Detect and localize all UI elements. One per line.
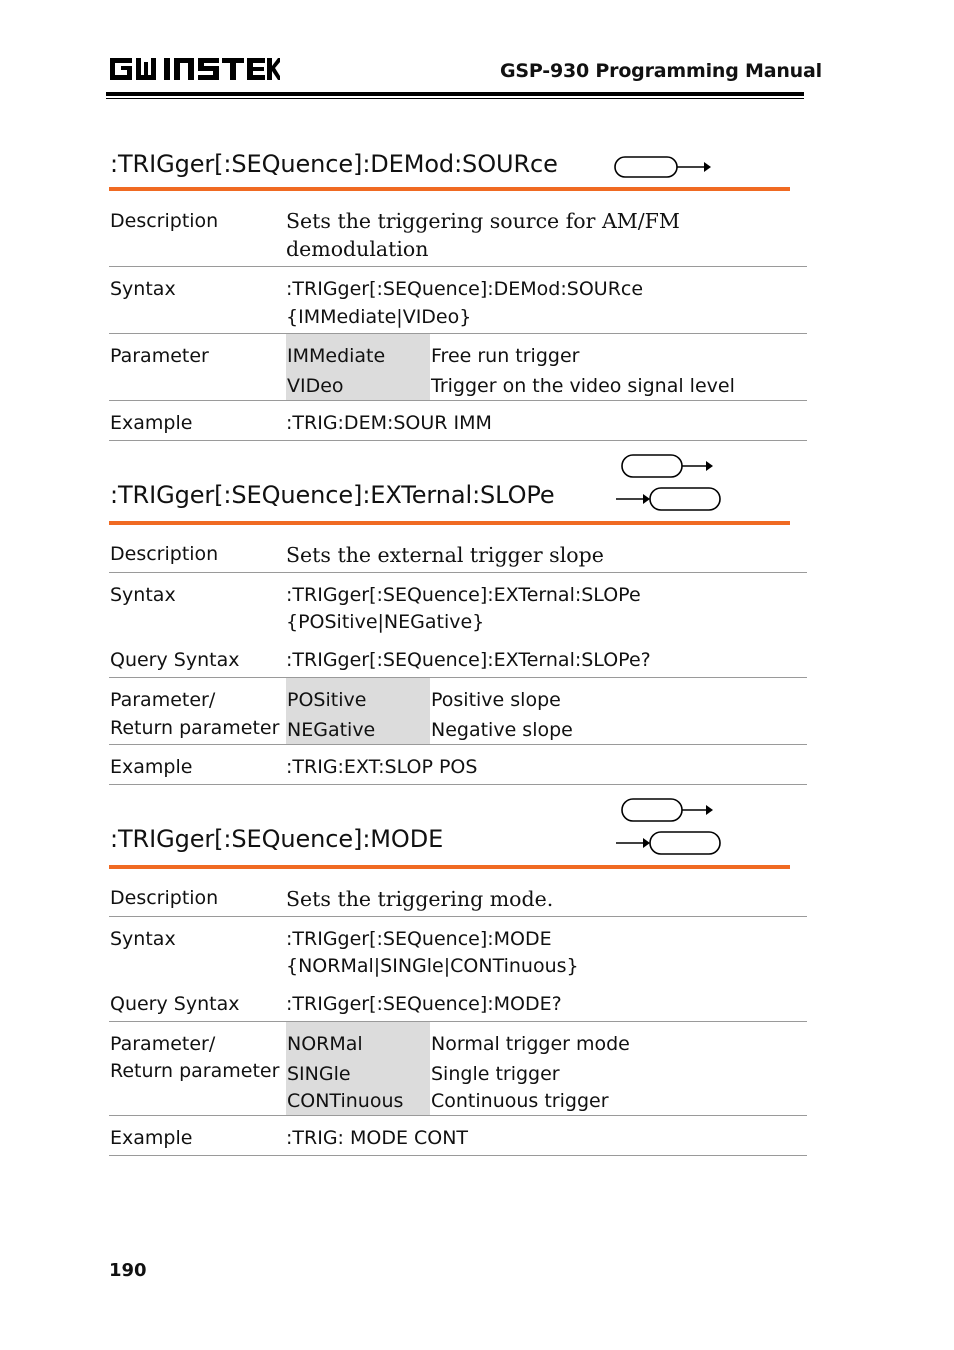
parameter-description: Normal trigger mode <box>431 1033 630 1055</box>
query-syntax-label: Query Syntax <box>110 993 240 1015</box>
query-syntax-text: :TRIGger[:SEQuence]:MODE? <box>286 993 562 1015</box>
parameter-label: Return parameter <box>110 717 280 739</box>
set-arrow-icon <box>612 155 722 179</box>
gw-instek-logo <box>108 54 280 84</box>
syntax-text: :TRIGger[:SEQuence]:DEMod:SOURce <box>286 278 644 300</box>
parameter-description: Positive slope <box>431 689 561 711</box>
page-number: 190 <box>109 1260 147 1281</box>
row-divider <box>109 572 807 573</box>
row-divider <box>109 916 807 917</box>
parameter-label: Parameter/ <box>110 1033 216 1055</box>
parameter-description: Negative slope <box>431 719 573 741</box>
description-label: Description <box>110 543 219 565</box>
header-rule <box>106 92 804 96</box>
parameter-name: CONTinuous <box>287 1090 404 1112</box>
parameter-label: Return parameter <box>110 1060 280 1082</box>
header-rule-thin <box>106 98 804 100</box>
description-text: Sets the triggering mode. <box>286 887 554 911</box>
description-text: demodulation <box>286 237 429 261</box>
section-underline <box>109 187 790 191</box>
parameter-description: Continuous trigger <box>431 1090 609 1112</box>
parameter-label: Parameter/ <box>110 689 216 711</box>
parameter-name: NEGative <box>287 719 376 741</box>
syntax-text: {IMMediate|VIDeo} <box>286 306 472 328</box>
section-heading: :TRIGger[:SEQuence]:DEMod:SOURce <box>110 150 558 178</box>
syntax-text: :TRIGger[:SEQuence]:EXTernal:SLOPe <box>286 584 641 606</box>
row-divider <box>109 1155 807 1156</box>
section-heading: :TRIGger[:SEQuence]:MODE <box>110 825 444 853</box>
parameter-name: POSitive <box>287 689 367 711</box>
description-label: Description <box>110 210 219 232</box>
parameter-description: Trigger on the video signal level <box>431 375 735 397</box>
row-divider <box>109 400 807 401</box>
row-divider <box>109 266 807 267</box>
set-query-arrow-icon <box>614 454 724 514</box>
syntax-label: Syntax <box>110 278 176 300</box>
parameter-description: Single trigger <box>431 1063 560 1085</box>
syntax-label: Syntax <box>110 584 176 606</box>
query-syntax-text: :TRIGger[:SEQuence]:EXTernal:SLOPe? <box>286 649 651 671</box>
parameter-name: VIDeo <box>287 375 344 397</box>
row-divider <box>109 744 807 745</box>
parameter-label: Parameter <box>110 345 209 367</box>
syntax-text: {NORMal|SINGle|CONTinuous} <box>286 955 579 977</box>
document-title: GSP-930 Programming Manual <box>500 60 822 82</box>
query-syntax-label: Query Syntax <box>110 649 240 671</box>
example-label: Example <box>110 756 193 778</box>
example-text: :TRIG:DEM:SOUR IMM <box>286 412 492 434</box>
description-text: Sets the triggering source for AM/FM <box>286 209 680 233</box>
example-label: Example <box>110 1127 193 1149</box>
example-text: :TRIG:EXT:SLOP POS <box>286 756 478 778</box>
parameter-name: NORMal <box>287 1033 363 1055</box>
row-divider <box>109 333 807 334</box>
section-heading: :TRIGger[:SEQuence]:EXTernal:SLOPe <box>110 481 555 509</box>
syntax-label: Syntax <box>110 928 176 950</box>
row-divider <box>109 440 807 441</box>
example-text: :TRIG: MODE CONT <box>286 1127 469 1149</box>
parameter-name: IMMediate <box>287 345 386 367</box>
description-text: Sets the external trigger slope <box>286 543 604 567</box>
row-divider <box>109 784 807 785</box>
section-underline <box>109 521 790 525</box>
parameter-name: SINGle <box>287 1063 351 1085</box>
description-label: Description <box>110 887 219 909</box>
row-divider <box>109 1021 807 1022</box>
row-divider <box>109 677 807 678</box>
section-underline <box>109 865 790 869</box>
syntax-text: :TRIGger[:SEQuence]:MODE <box>286 928 552 950</box>
set-query-arrow-icon <box>614 798 724 858</box>
parameter-description: Free run trigger <box>431 345 580 367</box>
row-divider <box>109 1115 807 1116</box>
example-label: Example <box>110 412 193 434</box>
syntax-text: {POSitive|NEGative} <box>286 611 485 633</box>
